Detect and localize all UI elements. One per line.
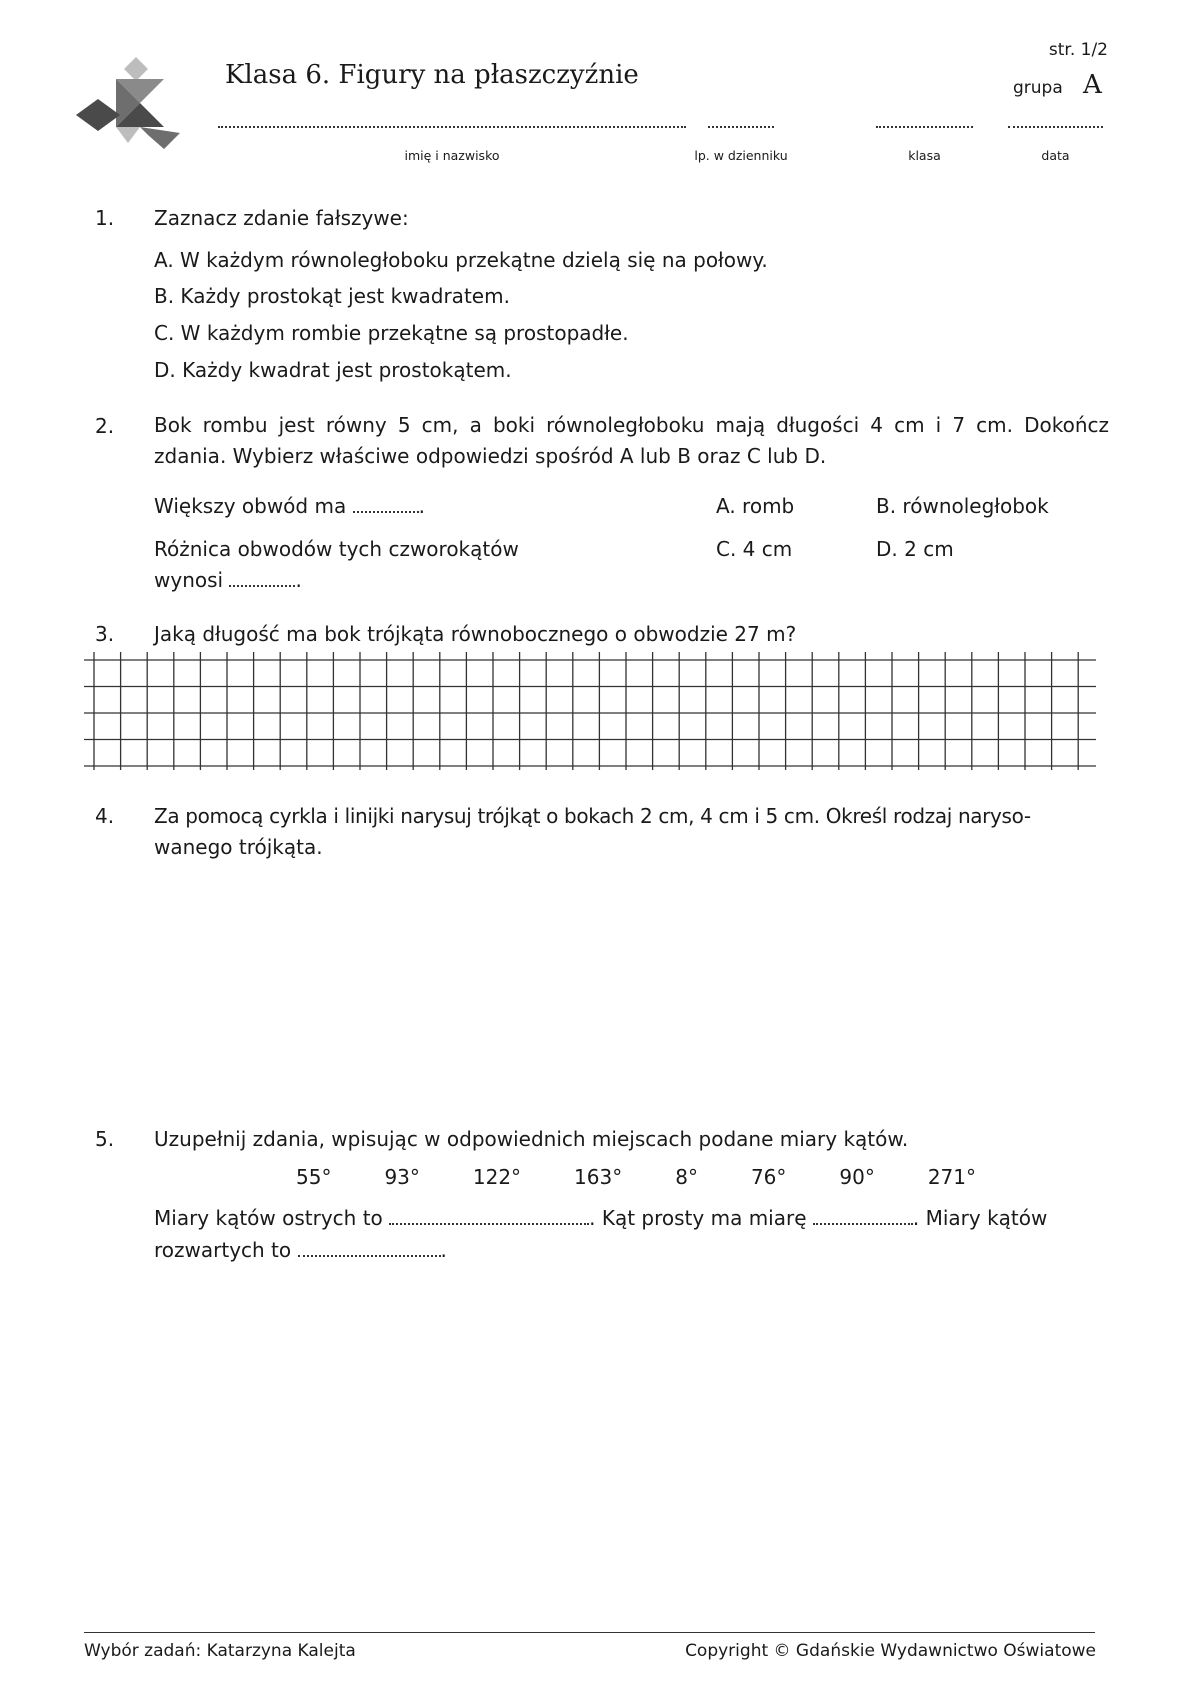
q2-option-a[interactable]: A. romb [716, 494, 795, 518]
angle-value: 55° [296, 1165, 332, 1189]
q5-obtuse-label2: rozwartych to [154, 1238, 292, 1262]
group-value: A [1083, 70, 1102, 100]
q4-number: 4. [95, 804, 115, 828]
q1-number: 1. [95, 206, 115, 230]
register-number-caption: lp. w dzienniku [694, 148, 788, 163]
q1-text: Zaznacz zdanie fałszywe: [154, 206, 409, 230]
q5-obtuse-label: . Miary kątów [912, 1206, 1048, 1230]
class-caption: klasa [908, 148, 941, 163]
page-title: Klasa 6. Figury na płaszczyźnie [225, 60, 639, 90]
angle-value: 271° [927, 1165, 976, 1189]
q3-number: 3. [95, 622, 115, 646]
tangram-logo-icon [76, 55, 181, 150]
q2-row1-prompt-text: Większy obwód ma [154, 494, 347, 518]
q2-row2-end: . [295, 568, 302, 592]
q4-text-line1: Za pomocą cyrkla i linijki narysuj trójkąt o bokach 2 cm, 4 cm i 5 cm. Określ rodzaj naryso- [154, 804, 1031, 828]
angle-value: 122° [472, 1165, 522, 1189]
q2-number: 2. [95, 414, 115, 438]
q5-number: 5. [95, 1127, 115, 1151]
q2-row2-prompt-text: wynosi [154, 568, 224, 592]
angle-list [296, 1165, 976, 1189]
register-number-field[interactable] [708, 126, 774, 128]
footer-divider [84, 1632, 1095, 1633]
name-field[interactable] [218, 126, 686, 128]
q5-sentence-line1 [154, 1206, 1109, 1230]
page-number: str. 1/2 [1048, 40, 1108, 60]
q1-option-c[interactable]: C. W każdym rombie przekątne są prostopadłe. [154, 321, 629, 345]
date-caption: data [1041, 148, 1070, 163]
q1-option-a[interactable]: A. W każdym równoległoboku przekątne dzielą się na połowy. [154, 248, 768, 272]
q2-option-d[interactable]: D. 2 cm [876, 537, 954, 561]
q2-option-c[interactable]: C. 4 cm [716, 537, 793, 561]
q2-row1-end: . [418, 494, 425, 518]
q4-text-line2: wanego trójkąta. [154, 835, 323, 859]
right-angle-blank[interactable] [813, 1207, 913, 1225]
q2-row1-prompt [154, 494, 425, 518]
q3-text: Jaką długość ma bok trójkąta równobocznego o obwodzie 27 m? [154, 622, 797, 646]
class-field[interactable] [876, 126, 973, 128]
q5-acute-label: Miary kątów ostrych to [154, 1206, 383, 1230]
acute-angles-blank[interactable] [389, 1207, 589, 1225]
q2-row2-blank[interactable] [229, 569, 295, 587]
footer-copyright: Copyright © Gdańskie Wydawnictwo Oświatowe [685, 1641, 1096, 1661]
q5-text: Uzupełnij zdania, wpisując w odpowiednich miejscach podane miary kątów. [154, 1127, 909, 1151]
q2-text: Bok rombu jest równy 5 cm, a boki równoległoboku mają długości 4 cm i 7 cm. Dokończ zdania. Wybierz właściwe odpowiedzi spośród A lub B oraz C lub D. [154, 413, 1109, 468]
angle-value: 93° [384, 1165, 420, 1189]
q2-row2-prompt-line1: Różnica obwodów tych czworokątów [154, 537, 519, 561]
q2-row1-blank[interactable] [353, 495, 419, 513]
q4-drawing-area[interactable] [154, 870, 1109, 1120]
q2-row2-prompt-line2 [154, 568, 302, 592]
q5-end: . [440, 1238, 447, 1262]
name-field-caption: imię i nazwisko [404, 148, 500, 163]
q5-right-label: . Kąt prosty ma miarę [589, 1206, 807, 1230]
q5-sentence-line2 [154, 1238, 447, 1262]
angle-value: 90° [839, 1165, 875, 1189]
angle-value: 8° [675, 1165, 698, 1189]
angle-value: 76° [750, 1165, 787, 1189]
answer-grid[interactable] [84, 652, 1096, 770]
footer-author: Wybór zadań: Katarzyna Kalejta [84, 1641, 356, 1661]
group-label: grupa [1013, 78, 1063, 98]
date-field[interactable] [1008, 126, 1103, 128]
q1-option-b[interactable]: B. Każdy prostokąt jest kwadratem. [154, 284, 510, 308]
obtuse-angles-blank[interactable] [298, 1239, 441, 1257]
q2-option-b[interactable]: B. równoległobok [876, 494, 1049, 518]
angle-value: 163° [574, 1165, 623, 1189]
q1-option-d[interactable]: D. Każdy kwadrat jest prostokątem. [154, 358, 512, 382]
